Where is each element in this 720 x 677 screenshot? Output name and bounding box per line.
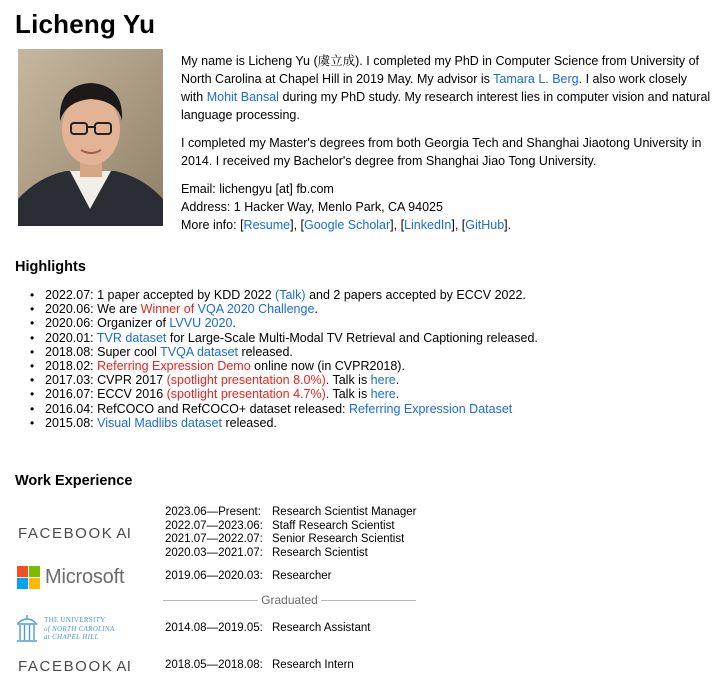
highlight-item: [30, 288, 538, 302]
highlight-link[interactable]: Referring Expression Dataset: [348, 401, 513, 416]
profile-photo: [18, 49, 163, 226]
highlight-link[interactable]: Visual Madlibs dataset: [97, 415, 222, 430]
highlight-text: 2018.08: Super cool: [45, 344, 161, 359]
highlight-emphasis: Winner of: [140, 302, 198, 317]
highlight-text: .: [395, 373, 400, 388]
highlight-text: .: [395, 387, 400, 402]
google-scholar-link[interactable]: Google Scholar: [304, 218, 391, 232]
highlight-text: .: [232, 316, 236, 331]
highlight-item: [30, 416, 538, 430]
highlight-text: 2020.06: We are: [45, 302, 141, 317]
portrait-image: [18, 49, 163, 226]
highlight-text: 2020.01:: [45, 330, 97, 345]
highlight-item: [30, 373, 538, 387]
highlight-text: 2015.08:: [45, 415, 98, 430]
unc-wordmark: THE UNIVERSITY of NORTH CAROLINA at CHAPEL HILL: [44, 616, 115, 642]
old-well-icon: [16, 614, 38, 644]
highlight-link[interactable]: TVR dataset: [96, 330, 167, 345]
highlight-text: released.: [221, 415, 277, 430]
more-info: More info: [Resume], [Google Scholar], [LinkedIn], [GitHub].: [181, 218, 512, 232]
work-experience-heading: Work Experience: [15, 473, 133, 489]
github-link[interactable]: GitHub: [465, 218, 505, 232]
highlight-text: and 2 papers accepted by ECCV 2022.: [305, 288, 526, 302]
facebook-ai-logo-2: FACEBOOK AI: [18, 658, 132, 675]
highlight-text: 2020.06: Organizer of: [45, 316, 170, 331]
highlight-link[interactable]: TVQA dataset: [160, 344, 238, 359]
highlight-link[interactable]: (Talk): [275, 288, 306, 302]
highlight-emphasis: (spotlight presentation 4.7%): [166, 387, 326, 402]
page-title: Licheng Yu: [15, 9, 156, 39]
highlight-item: [30, 402, 538, 416]
unc-logo: [16, 614, 114, 644]
highlight-text: . Talk is: [325, 387, 371, 402]
highlight-link[interactable]: LVVU 2020: [169, 316, 233, 331]
highlight-text: released.: [237, 344, 293, 359]
highlight-emphasis: (spotlight presentation 8.0%): [166, 373, 326, 388]
contact-email: Email: lichengyu [at] fb.com: [181, 182, 334, 196]
highlight-item: [30, 331, 538, 345]
highlights-list: [30, 288, 538, 430]
highlight-item: [30, 302, 538, 316]
bio-paragraph-1: My name is Licheng Yu (虞立成). I completed my PhD in Computer Science from University of North Carolina at Chapel Hill in 2019 May. My advisor is Tamara L. Berg. I also work closely with Mohit Bansal during my PhD study. My research interest lies in computer vision and natural language processing.: [181, 54, 711, 122]
highlight-item: [30, 359, 538, 373]
contact-address: Address: 1 Hacker Way, Menlo Park, CA 94025: [181, 200, 443, 214]
highlight-text: 2016.07: ECCV 2016: [45, 387, 167, 402]
highlight-text: 2017.03: CVPR 2017: [45, 373, 167, 388]
facebook-ai-logo: FACEBOOK AI: [18, 525, 132, 542]
bio-paragraph-2: I completed my Master's degrees from both Georgia Tech and Shanghai Jiaotong University in 2014. I received my Bachelor's degree from Shanghai Jiao Tong University.: [181, 136, 702, 168]
highlight-text: 2016.04: RefCOCO and RefCOCO+ dataset released:: [45, 401, 349, 416]
resume-link[interactable]: Resume: [243, 218, 291, 232]
highlight-link[interactable]: here: [370, 373, 396, 388]
graduated-divider: Graduated: [163, 593, 416, 607]
highlight-item: [30, 387, 538, 401]
highlight-text: 2018.02:: [45, 359, 98, 374]
microsoft-squares-icon: [17, 566, 40, 589]
highlight-emphasis: Referring Expression Demo: [97, 359, 251, 374]
highlight-text: .: [314, 302, 318, 317]
bio-section: [181, 52, 711, 234]
highlight-text: 2022.07: 1 paper accepted by KDD 2022: [45, 288, 276, 302]
collaborator-link[interactable]: Mohit Bansal: [206, 90, 279, 104]
highlight-text: . Talk is: [325, 373, 371, 388]
highlight-link[interactable]: here: [370, 387, 396, 402]
advisor-link[interactable]: Tamara L. Berg: [493, 72, 579, 86]
microsoft-logo: Microsoft: [17, 566, 124, 589]
highlight-link[interactable]: VQA 2020 Challenge: [197, 302, 315, 317]
highlight-text: online now (in CVPR2018).: [250, 359, 405, 374]
highlight-text: for Large-Scale Multi-Modal TV Retrieval and Captioning released.: [166, 330, 538, 345]
highlight-item: [30, 316, 538, 330]
highlight-item: [30, 345, 538, 359]
linkedin-link[interactable]: LinkedIn: [404, 218, 452, 232]
highlights-heading: Highlights: [15, 259, 86, 275]
divider-line-right: [321, 600, 416, 601]
